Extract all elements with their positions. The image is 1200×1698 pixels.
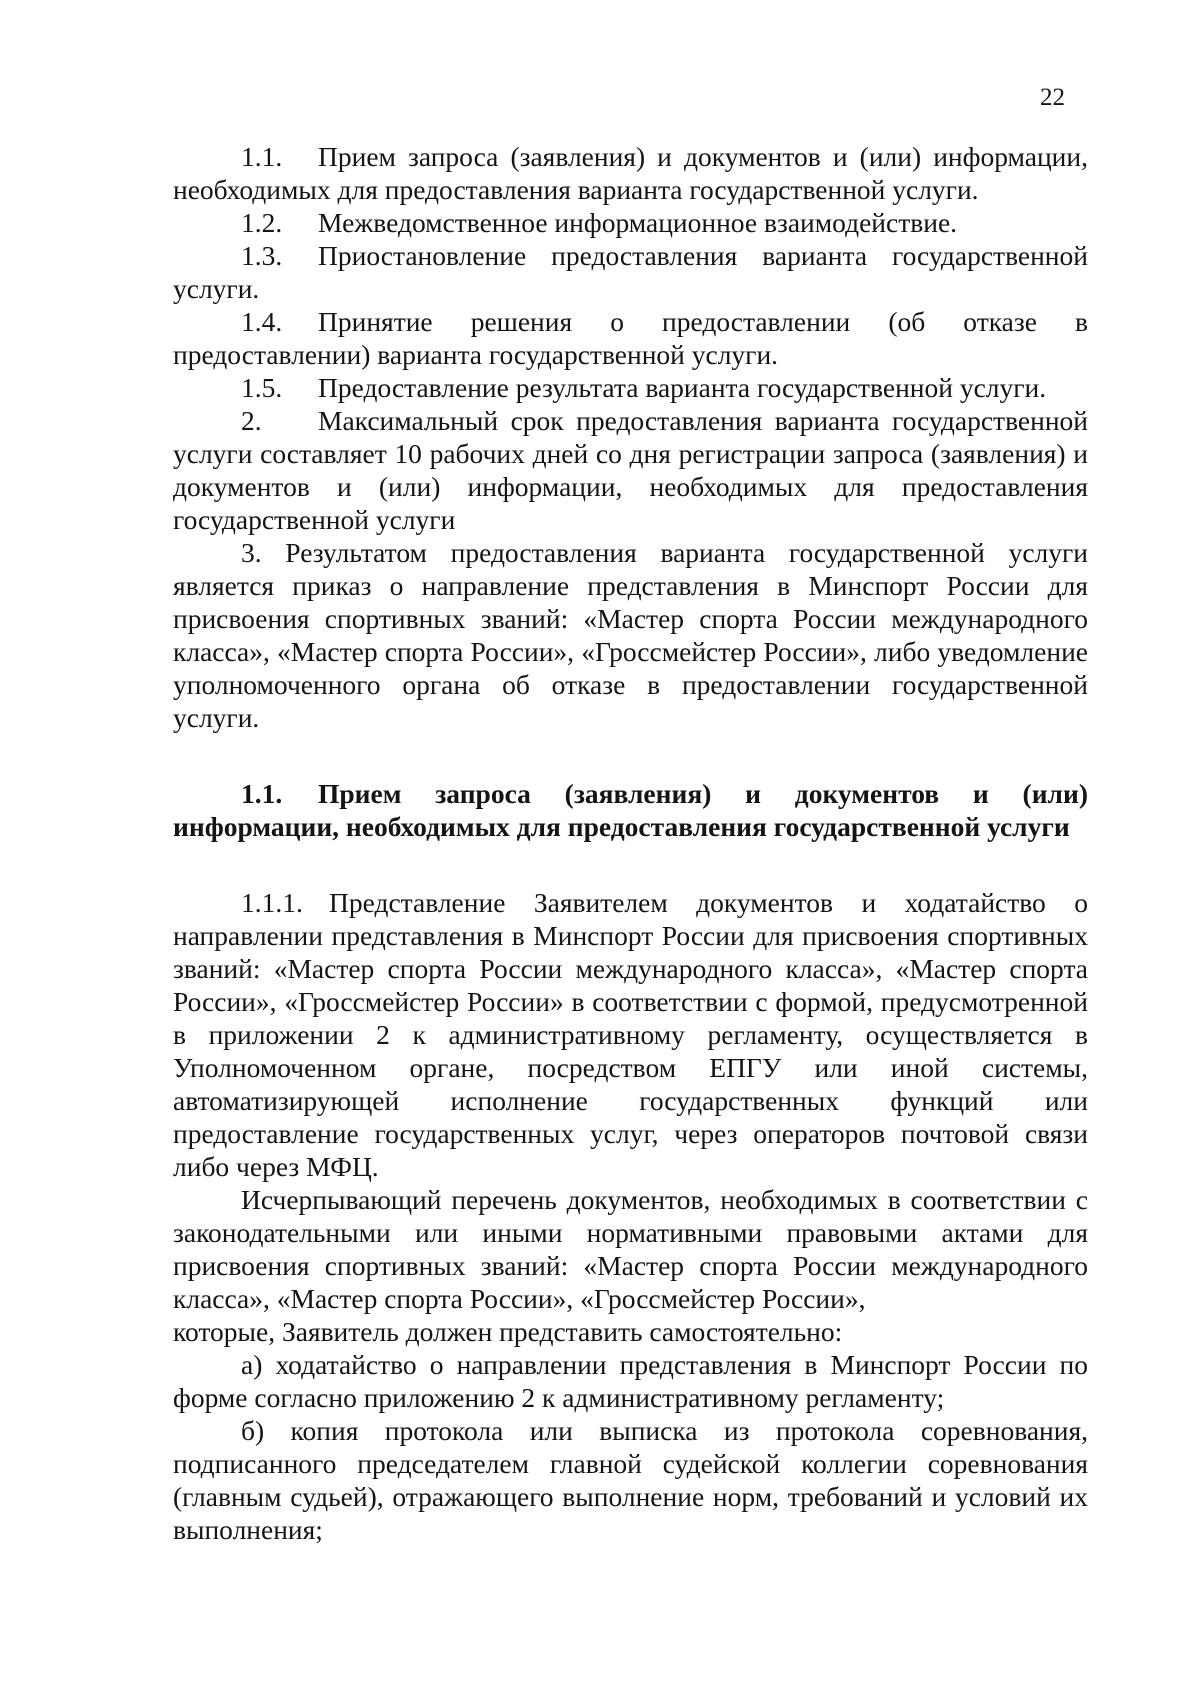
list-item-1-1 (173, 140, 1088, 206)
document-body (173, 140, 1088, 1546)
list-item-3 (173, 536, 1088, 734)
item-text: Приостановление предоставления варианта государственной услуги. (173, 240, 1088, 304)
item-text: Максимальный срок предоставления варианта государственной услуги составляет 10 рабочих дней со дня регистрации запроса (заявления) и документов и (или) информации, необходимых для предоставления государственной услуги (173, 405, 1088, 535)
heading-text: Прием запроса (заявления) и документов и (или) информации, необходимых для предоставления государственной услуги (173, 778, 1088, 842)
item-text: Предоставление результата варианта государственной услуги. (318, 372, 1047, 403)
paragraph-1-1-1 (173, 886, 1088, 1183)
list-item-a: а) ходатайство о направлении представления в Минспорт России по форме согласно приложению 2 к административному регламенту; (173, 1349, 1088, 1413)
item-number: 1.3. (241, 240, 283, 271)
item-text: Межведомственное информационное взаимодействие. (318, 207, 958, 238)
section-heading (173, 777, 1088, 843)
page-number: 22 (1040, 84, 1065, 111)
paragraph-document-list: Исчерпывающий перечень документов, необходимых в соответствии с законодательными или иными нормативными правовыми актами для присвоения спортивных званий: «Мастер спорта России международного класса», «Мастер спорта России», «Гроссмейстер России», (173, 1184, 1088, 1314)
list-item-2 (173, 404, 1088, 536)
heading-number: 1.1. (241, 778, 283, 809)
paragraph-applicant: которые, Заявитель должен представить самостоятельно: (173, 1316, 843, 1347)
item-number: 1.1. (241, 141, 283, 172)
list-item-b: б) копия протокола или выписка из протокола соревнования, подписанного председателем главной судейской коллегии соревнования (главным судьей), отражающего выполнение норм, требований и условий их выполнения; (173, 1415, 1088, 1545)
item-text: Прием запроса (заявления) и документов и (или) информации, необходимых для предоставления варианта государственной услуги. (173, 141, 1088, 205)
list-item-1-4 (173, 305, 1088, 371)
item-number: 2. (241, 405, 262, 436)
item-number: 1.5. (241, 372, 283, 403)
item-number: 1.2. (241, 207, 283, 238)
list-item-1-5 (173, 371, 1088, 404)
item-text: Принятие решения о предоставлении (об отказе в предоставлении) варианта государственной услуги. (173, 306, 1088, 370)
paragraph-text: Представление Заявителем документов и ходатайство о направлении представления в Минспорт России для присвоения спортивных званий: «Мастер спорта России международного класса», «Мастер спорта России», «Гроссмейстер России» в соответствии с формой, предусмотренной в приложении 2 к административному регламенту, осуществляется в Уполномоченном органе, посредством ЕПГУ или иной системы, автоматизирующей исполнение государственных функций или предоставление государственных услуг, через операторов почтовой связи либо через МФЦ. (173, 887, 1088, 1182)
paragraph-number: 1.1.1. (241, 887, 303, 918)
list-item-1-2 (173, 206, 1088, 239)
list-item-1-3 (173, 239, 1088, 305)
item-number: 1.4. (241, 306, 283, 337)
item-text: 3. Результатом предоставления варианта государственной услуги является приказ о направление представления в Минспорт России для присвоения спортивных званий: «Мастер спорта России международного класса», «Мастер спорта России», «Гроссмейстер России», либо уведомление уполномоченного органа об отказе в предоставлении государственной услуги. (173, 537, 1088, 733)
